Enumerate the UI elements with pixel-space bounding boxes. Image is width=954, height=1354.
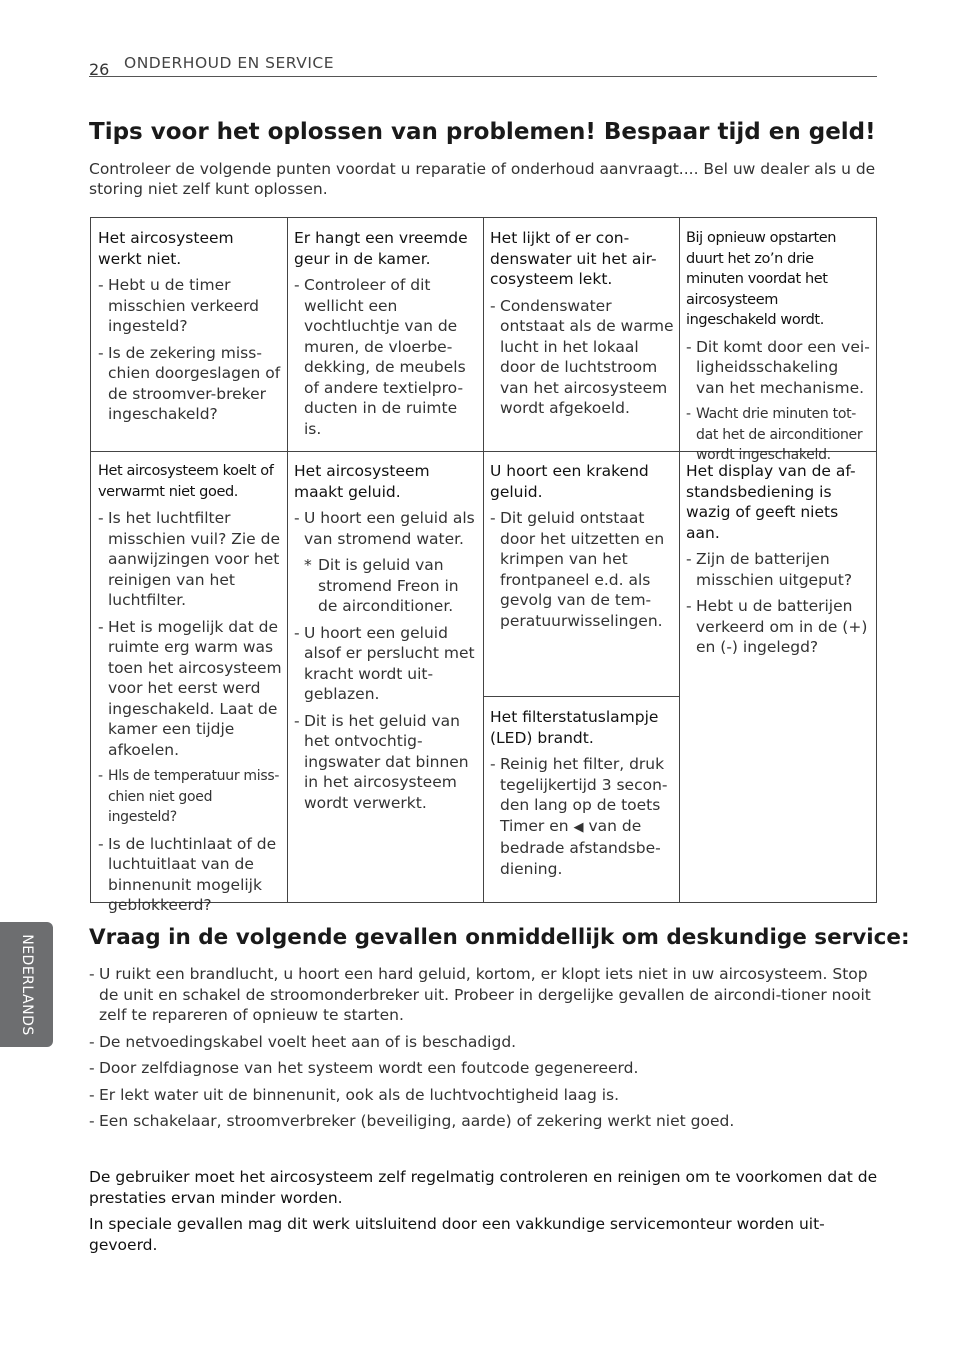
cell-item: - Hls de temperatuur miss-chien niet goed ingesteld? <box>98 766 282 828</box>
cell-filterstatuslampje <box>483 697 679 885</box>
cell-krakend-geluid <box>483 451 679 637</box>
cell-heading: Bij opnieuw opstarten duurt het zo’n drie minuten voordat het aircosysteem ingeschakeld wordt. <box>686 230 837 328</box>
cell-heading: U hoort een krakend geluid. <box>490 462 649 501</box>
service-list-item: - De netvoedingskabel voelt heet aan of is beschadigd. <box>89 1032 879 1053</box>
cell-heading: Het filterstatuslampje (LED) brandt. <box>490 708 659 747</box>
cell-item: - Dit komt door een vei-ligheidsschakeling van het mechanisme. <box>686 337 871 399</box>
cell-item: - Zijn de batterijen misschien uitgeput? <box>686 549 871 590</box>
service-list-item: - Door zelfdiagnose van het systeem wordt een foutcode gegenereerd. <box>89 1058 879 1079</box>
page-title: Tips voor het oplossen van problemen! Bespaar tijd en geld! <box>89 119 876 145</box>
cell-item: - Is het luchtfilter misschien vuil? Zie de aanwijzingen voor het reinigen van het luchtfilter. <box>98 508 282 611</box>
cell-item-text: Reinig het filter, druk tegelijkertijd 3 secon-den lang op de toets Timer en <box>500 755 668 835</box>
cell-koelt-niet-goed <box>91 451 287 922</box>
cell-heading: Het display van de af-standsbediening is wazig of geeft niets aan. <box>686 462 856 542</box>
cell-heading: Het aircosysteem werkt niet. <box>98 229 234 268</box>
page-number: 26 <box>89 60 110 79</box>
cell-heading: Het lijkt of er con-denswater uit het air-cosysteem lekt. <box>490 229 657 288</box>
cell-vreemde-geur <box>287 218 483 445</box>
cell-item: - Dit geluid ontstaat door het uitzetten en krimpen van het frontpaneel e.d. als gevolg van de tem-peratuurwisselingen. <box>490 508 674 631</box>
maintenance-note: De gebruiker moet het aircosysteem zelf regelmatig controleren en reinigen om te voorkomen dat de prestaties ervan minder worden. <box>89 1168 878 1207</box>
cell-heading: Het aircosysteem maakt geluid. <box>294 462 430 501</box>
language-tab-label: NEDERLANDS <box>18 933 35 1036</box>
cell-item: - Controleer of dit wellicht een vochtluchtje van de muren, de vloerbe-dekking, de meubels of andere textielpro-ducten in de ruimte is. <box>294 275 478 439</box>
cell-item: - Is de zekering miss-chien doorgeslagen of de stroomver-breker ingeschakeld? <box>98 343 282 425</box>
cell-item: - Is de luchtinlaat of de luchtuitlaat van de binnenunit mogelijk geblokkeerd? <box>98 834 282 916</box>
cell-maakt-geluid <box>287 451 483 819</box>
cell-item: - Dit is het geluid van het ontvochtig-ingswater dat binnen in het aircosysteem wordt verwerkt. <box>294 711 478 814</box>
cell-item-text: van de bedrade afstandsbe-diening. <box>500 816 661 878</box>
cell-heading: Er hangt een vreemde geur in de kamer. <box>294 229 468 268</box>
service-note: In speciale gevallen mag dit werk uitsluitend door een vakkundige servicemonteur worden uit-gevoerd. <box>89 1215 825 1254</box>
cell-display-wazig <box>679 451 876 664</box>
cell-item: - Het is mogelijk dat de ruimte erg warm was toen het aircosysteem voor het eerst werd ingeschakeld. Laat de kamer een tijdje afkoelen. <box>98 617 282 761</box>
service-list-item: - U ruikt een brandlucht, u hoort een hard geluid, kortom, er klopt iets niet in uw aircosysteem. Stop de unit en schakel de stroomonderbreker uit. Probeer in dergelijke gevallen de aircondi-tioner nooit zelf te repareren of opnieuw te starten. <box>89 964 879 1026</box>
cell-item: - Hebt u de timer misschien verkeerd ingesteld? <box>98 275 282 337</box>
cell-item: - U hoort een geluid als van stromend water. <box>294 508 478 549</box>
cell-item: - Hebt u de batterijen verkeerd om in de (+) en (-) ingelegd? <box>686 596 871 658</box>
page-header <box>89 52 877 77</box>
cell-note: * Dit is geluid van stromend Freon in de airconditioner. <box>294 555 478 617</box>
service-title: Vraag in de volgende gevallen onmiddellijk om deskundige service: <box>89 925 910 950</box>
section-name: ONDERHOUD EN SERVICE <box>124 54 335 72</box>
cell-item: - Condenswater ontstaat als de warme lucht in het lokaal door de luchtstroom van het aircosysteem wordt afgekoeld. <box>490 296 674 419</box>
language-tab <box>0 922 53 1047</box>
cell-airco-werkt-niet <box>91 218 287 431</box>
left-arrow-icon: ◀ <box>573 819 584 835</box>
cell-item <box>490 754 674 879</box>
cell-opnieuw-opstarten <box>679 218 876 472</box>
service-list-item: - Er lekt water uit de binnenunit, ook als de luchtvochtigheid laag is. <box>89 1085 879 1106</box>
cell-condenswater <box>483 218 679 425</box>
service-list-item: - Een schakelaar, stroomverbreker (beveiliging, aarde) of zekering werkt niet goed. <box>89 1111 879 1132</box>
cell-heading: Het aircosysteem koelt of verwarmt niet goed. <box>98 463 274 500</box>
troubleshooting-table <box>90 217 877 914</box>
cell-item: - Wacht drie minuten tot-dat het de airconditioner wordt ingeschakeld. <box>686 404 871 466</box>
cell-item: - U hoort een geluid alsof er perslucht met kracht wordt uit-geblazen. <box>294 623 478 705</box>
service-list <box>89 964 879 1138</box>
intro-text: Controleer de volgende punten voordat u reparatie of onderhoud aanvraagt.... Bel uw dealer als u de storing niet zelf kunt oplossen. <box>89 160 876 198</box>
